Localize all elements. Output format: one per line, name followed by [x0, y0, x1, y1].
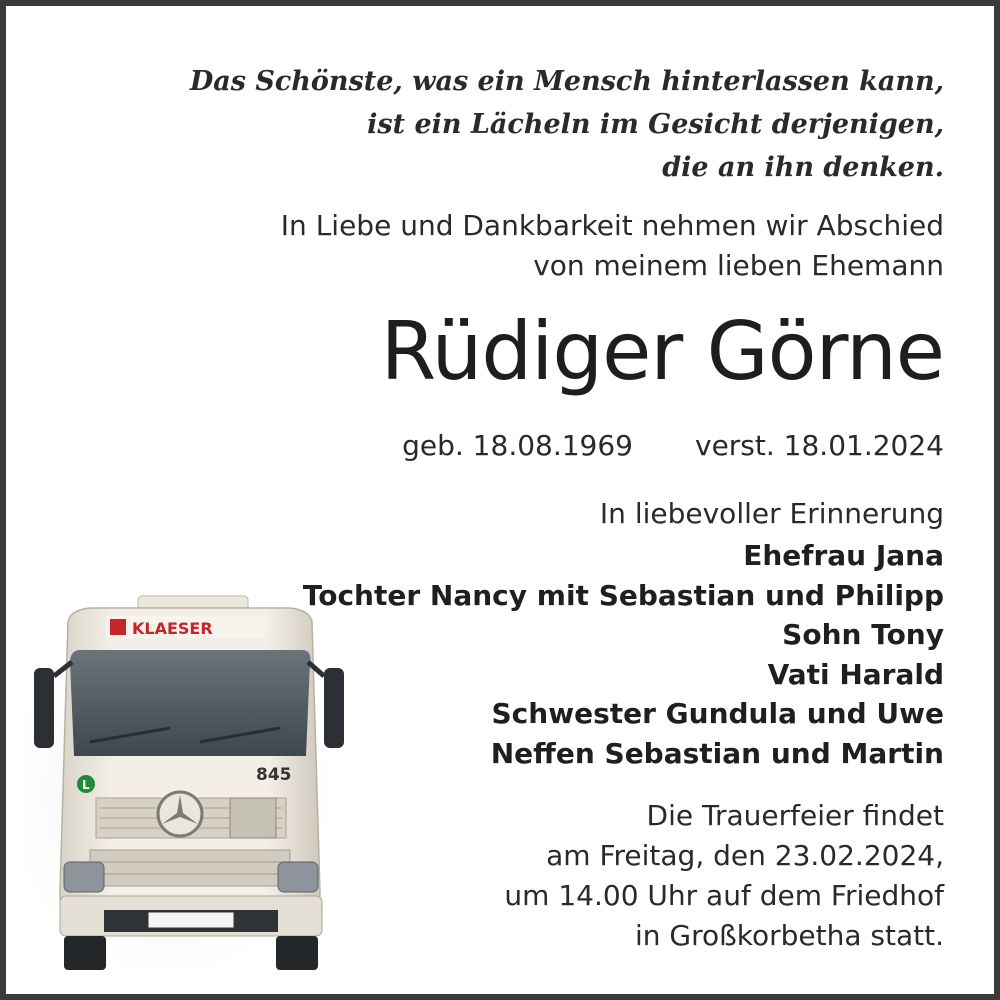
life-dates — [402, 424, 944, 468]
truck-brand-text: KLAESER — [132, 619, 213, 638]
funeral-service-info — [504, 796, 944, 956]
fleet-number: 845 — [256, 765, 292, 785]
deceased-name: Rüdiger Görne — [380, 305, 944, 398]
mourner-entry: Schwester Gundula und Uwe — [491, 697, 944, 730]
lower-grille — [90, 850, 290, 886]
birth-date: geb. 18.08.1969 — [402, 429, 633, 462]
intro-text — [281, 206, 944, 286]
truck-illustration — [20, 592, 350, 982]
quote — [190, 60, 944, 189]
right-mirror — [324, 668, 344, 748]
quote-line: ist ein Lächeln im Gesicht derjenigen, — [367, 109, 944, 140]
right-wheel — [276, 936, 318, 970]
right-headlight — [278, 862, 318, 892]
intro-line: In Liebe und Dankbarkeit nehmen wir Abschied — [280, 209, 944, 242]
mourner-entry: Vati Harald — [767, 657, 944, 691]
license-plate — [148, 912, 234, 928]
service-line: am Freitag, den 23.02.2024, — [546, 839, 944, 872]
mourner-entry: Sohn Tony — [782, 618, 944, 651]
quote-line: Das Schönste, was ein Mensch hinterlassen kann, — [189, 66, 944, 97]
left-wheel — [64, 936, 106, 970]
mourner-entry: Tochter Nancy mit Sebastian und Philipp — [302, 578, 944, 612]
service-line: in Großkorbetha statt. — [634, 919, 944, 952]
left-headlight — [64, 862, 104, 892]
learner-badge-letter: L — [82, 778, 90, 792]
mourners-label: In liebevoller Erinnerung — [599, 497, 944, 530]
left-mirror — [34, 668, 54, 748]
mourner-entry: Neffen Sebastian und Martin — [490, 736, 944, 770]
service-line: um 14.00 Uhr auf dem Friedhof — [504, 879, 944, 912]
quote-line: die an ihn denken. — [662, 152, 944, 183]
service-line: Die Trauerfeier findet — [646, 799, 944, 832]
number-plate-panel — [230, 798, 276, 838]
mourner-entry: Ehefrau Jana — [743, 539, 944, 572]
intro-line: von meinem lieben Ehemann — [533, 249, 944, 282]
truck-photo — [20, 592, 350, 982]
obituary-card — [6, 6, 994, 994]
brand-logo-mark — [110, 619, 126, 635]
mourners-list — [303, 536, 944, 773]
death-date: verst. 18.01.2024 — [695, 429, 944, 462]
